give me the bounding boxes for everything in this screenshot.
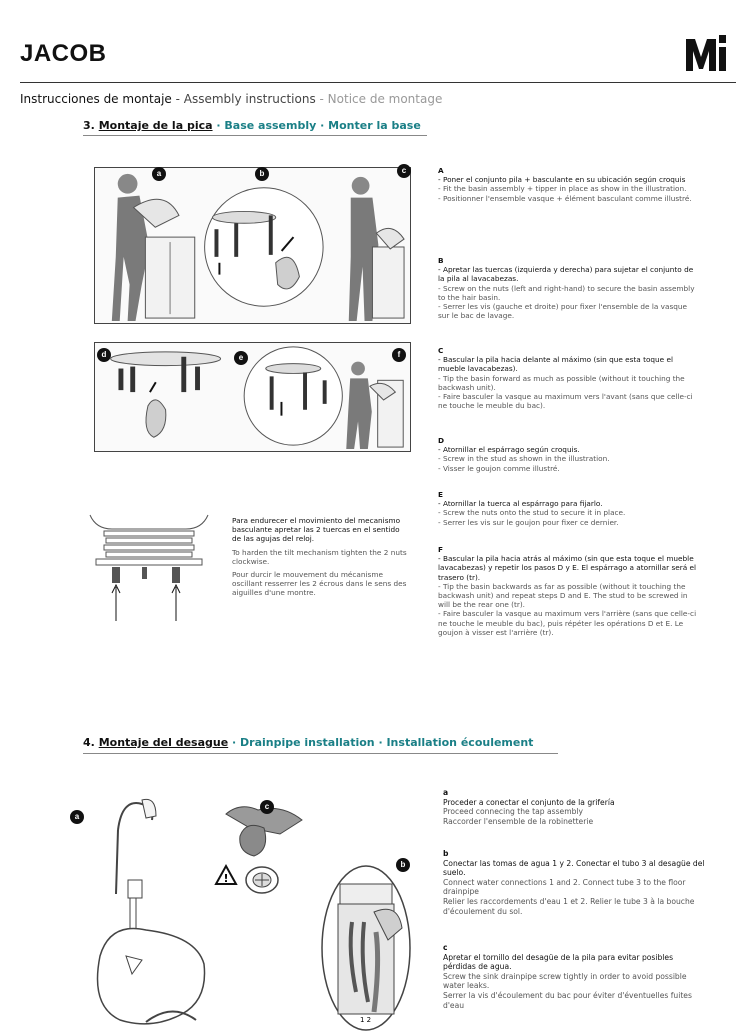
step-badge-e: e [234, 351, 248, 365]
step-d-fr: - Visser le goujon comme illustré. [438, 463, 560, 473]
section-3-sep-2: · [316, 119, 329, 132]
header-divider [20, 82, 736, 83]
section-4-number: 4. [83, 736, 95, 749]
subtitle-en: Assembly instructions [183, 92, 316, 106]
step-b-es: - Apretar las tuercas (izquierda y derecha) para sujetar el conjunto de la pila al lavacabezas. [438, 265, 694, 284]
step-badge-c: c [397, 164, 411, 178]
stud-assembly-illustration [95, 343, 410, 451]
section-3-title-fr: Monter la base [328, 119, 421, 132]
step-e-fr: - Serrer les vis sur le goujon pour fixer ce dernier. [438, 517, 619, 527]
note-es: Para endurecer el movimiento del mecanismo basculante apretar las 2 tuercas en el sentido de las agujas del reloj. [232, 516, 401, 544]
step-c-key: C [438, 346, 444, 355]
tap-assembly-illustration [70, 784, 210, 1036]
brand-logo [684, 33, 728, 73]
section-4-sep-1: · [228, 736, 241, 749]
step-c [438, 346, 700, 410]
drain-screw-illustration [210, 800, 320, 900]
step-a-en: - Fit the basin assembly + tipper in place as show in the illustration. [438, 184, 687, 194]
basin-placement-illustration [95, 168, 410, 323]
subtitle-es: Instrucciones de montaje [20, 92, 172, 106]
step-e [438, 490, 700, 527]
section-3-title-es: Montaje de la pica [98, 119, 213, 132]
step-e-key: E [438, 490, 443, 499]
drain-step-b-en: Connect water connections 1 and 2. Connect tube 3 to the floor drainpipe [443, 877, 686, 897]
section-4-title-en: Drainpipe installation [240, 736, 375, 749]
step-f-es: - Bascular la pila hacia atrás al máximo (sin que esta toque el mueble lavacabezas) y repetir los pasos D y E. El espárrago a atornillar será el trasero (tr). [438, 554, 697, 582]
page-subtitle [20, 92, 442, 106]
section-3-underline [83, 135, 427, 136]
step-d-en: - Screw in the stud as shown in the illustration. [438, 454, 610, 464]
step-c-en: - Tip the basin forward as much as possible (without it touching the backwash unit). [438, 373, 685, 392]
drain-step-b [443, 849, 705, 916]
step-e-es: - Atornillar la tuerca al espárrago para fijarlo. [438, 499, 603, 509]
section-3-number: 3. [83, 119, 95, 132]
step-a-key: A [438, 166, 444, 175]
section-4-underline [83, 753, 558, 754]
tilt-mechanism-note [232, 516, 410, 602]
step-badge-f: f [392, 348, 406, 362]
illustration-panel-abc [94, 167, 411, 324]
drain-step-b-fr: Relier les raccordements d'eau 1 et 2. Relier le tube 3 à la bouche d'écoulement du sol. [443, 896, 695, 916]
subtitle-sep-2: - [315, 92, 328, 106]
tilt-mechanism-illustration [86, 513, 212, 623]
step-d-key: D [438, 436, 445, 445]
drain-badge-c: c [260, 800, 274, 814]
section-3-heading [83, 119, 421, 132]
section-4-sep-2: · [374, 736, 387, 749]
section-4-heading [83, 736, 533, 749]
section-4-title-es: Montaje del desague [98, 736, 229, 749]
floor-drain-illustration [318, 862, 414, 1032]
section-4-title-fr: Installation écoulement [386, 736, 534, 749]
drain-badge-b: b [396, 858, 410, 872]
drain-step-b-es: Conectar las tomas de agua 1 y 2. Conectar el tubo 3 al desagüe del suelo. [443, 858, 705, 878]
step-b [438, 256, 700, 320]
step-d-es: - Atornillar el espárrago según croquis. [438, 445, 580, 455]
drain-step-a-es: Proceder a conectar el conjunto de la grifería [443, 797, 615, 807]
section-3-sep-1: · [212, 119, 225, 132]
subtitle-fr: Notice de montage [327, 92, 443, 106]
step-a-fr: - Positionner l'ensemble vasque + élément basculant comme illustré. [438, 193, 692, 203]
step-f [438, 545, 700, 637]
step-badge-d: d [97, 348, 111, 362]
drain-step-c-key: c [443, 943, 448, 952]
note-en: To harden the tilt mechanism tighten the 2 nuts clockwise. [232, 547, 407, 566]
drain-step-c-en: Screw the sink drainpipe screw tightly in order to avoid possible water leaks. [443, 971, 687, 991]
step-f-key: F [438, 545, 443, 554]
note-fr: Pour durcir le mouvement du mécanisme oscillant resserrer les 2 écrous dans le sens des aiguilles d'une montre. [232, 570, 407, 598]
drain-step-c-fr: Serrer la vis d'écoulement du bac pour éviter d'éventuelles fuites d'eau [443, 990, 692, 1010]
subtitle-sep-1: - [171, 92, 184, 106]
step-b-key: B [438, 256, 444, 265]
step-d [438, 436, 700, 473]
step-c-es: - Bascular la pila hacia delante al máximo (sin que esta toque el mueble lavacabezas). [438, 355, 673, 374]
drain-step-a-fr: Raccorder l'ensemble de la robinetterie [443, 816, 594, 826]
step-b-en: - Screw on the nuts (left and right-hand) to secure the basin assembly to the hair basin. [438, 283, 695, 302]
drain-step-a-en: Proceed connecing the tap assembly [443, 807, 584, 817]
step-f-fr: - Faire basculer la vasque au maximum vers l'arrière (sans que celle-ci ne touche le meuble du bac), puis répéter les opérations D et E. Le goujon à visser est l'arrière (tr). [438, 609, 697, 637]
drain-step-c [443, 943, 705, 1010]
step-b-fr: - Serrer les vis (gauche et droite) pour fixer l'ensemble de la vasque sur le bac de lavage. [438, 302, 688, 321]
svg-text:1 2: 1 2 [360, 1016, 372, 1024]
drain-badge-a: a [70, 810, 84, 824]
drain-step-a [443, 788, 705, 826]
step-a [438, 166, 700, 203]
step-badge-a: a [152, 167, 166, 181]
step-badge-b: b [255, 167, 269, 181]
step-e-en: - Screw the nuts onto the stud to secure it in place. [438, 508, 626, 518]
step-c-fr: - Faire basculer la vasque au maximum vers l'avant (sans que celle-ci ne touche le meuble du bac). [438, 392, 693, 411]
illustration-panel-def [94, 342, 411, 452]
section-3-title-en: Base assembly [224, 119, 317, 132]
svg-text:!: ! [223, 872, 229, 885]
document-title: JACOB [20, 40, 107, 67]
drain-step-c-es: Apretar el tornillo del desagüe de la pila para evitar posibles pérdidas de agua. [443, 952, 674, 972]
step-f-en: - Tip the basin backwards as far as possible (without it touching the backwash unit) and repeat steps D and E. The stud to be screwed in will be the rear one (tr). [438, 581, 688, 610]
drain-step-a-key: a [443, 788, 449, 797]
step-a-es: - Poner el conjunto pila + basculante en su ubicación según croquis [438, 175, 686, 185]
drain-step-b-key: b [443, 849, 449, 858]
